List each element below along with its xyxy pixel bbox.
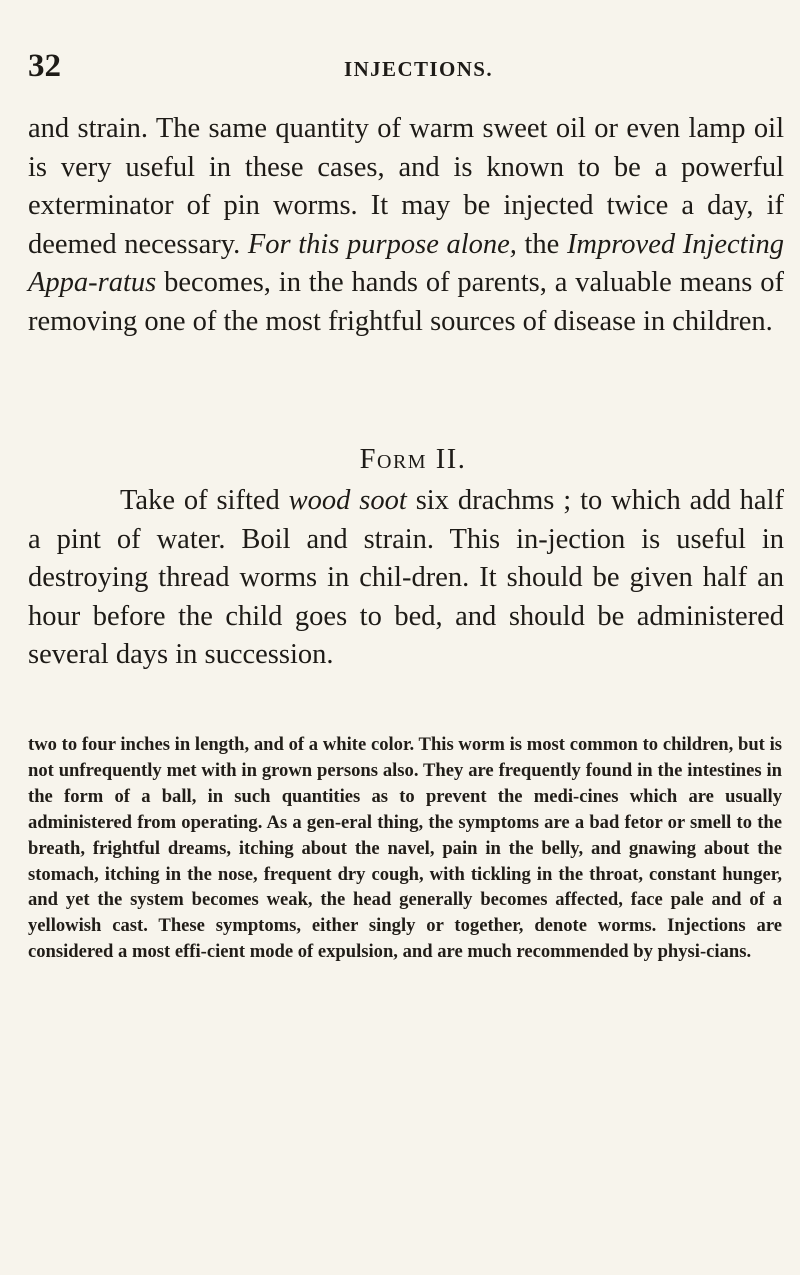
paragraph-text: six drachms ; to which add half a pint of water. Boil and strain. This in-jection is useful in destroying thread worms in chil-dren. It should be given half an hour before the child goes to bed, and should be administered several days in succession. — [28, 485, 784, 670]
paragraph-text: becomes, in the hands of parents, a valuable means of removing one of the most frightful sources of disease in children. — [28, 267, 784, 337]
page-number: 32 — [28, 48, 61, 84]
italic-apparatus-name: Improved Injecting Appa-ratus — [28, 228, 784, 298]
footnote-worm-symptoms: two to four inches in length, and of a white color. This worm is most common to children, but is not unfrequently met with in grown persons also. They are frequently found in the intestines in the form of a ball, in such quantities as to prevent the medi-cines which are usually administered from operating. As a gen-eral thing, the symptoms are a bad fetor or smell to the breath, frightful dreams, itching about the navel, pain in the belly, and gnawing about the stomach, itching in the nose, frequent dry cough, with tickling in the throat, constant hunger, and yet the system becomes weak, the head generally becomes affected, face pale and of a yellowish cast. These symptoms, either singly or together, denote worms. Injections are considered a most effi-cient mode of expulsion, and are much recommended by physi-cians. — [28, 734, 782, 963]
paragraph-oil-injection — [28, 110, 784, 341]
italic-phrase: For this purpose alone, — [247, 228, 517, 260]
section-heading-form-ii: Form II. — [359, 444, 467, 475]
running-title: INJECTIONS. — [344, 57, 494, 81]
paragraph-text: Take of sifted — [120, 485, 289, 516]
paragraph-wood-soot — [28, 482, 784, 675]
italic-ingredient: wood soot — [288, 485, 407, 516]
running-head — [28, 48, 780, 88]
paragraph-text: and strain. The same quantity of warm sweet oil or even lamp oil is very useful in these cases, and is known to be a powerful exterminator of pin worms. It may be injected twice a day, if deemed necessary. — [28, 113, 784, 260]
paragraph-text: the — [516, 228, 567, 260]
